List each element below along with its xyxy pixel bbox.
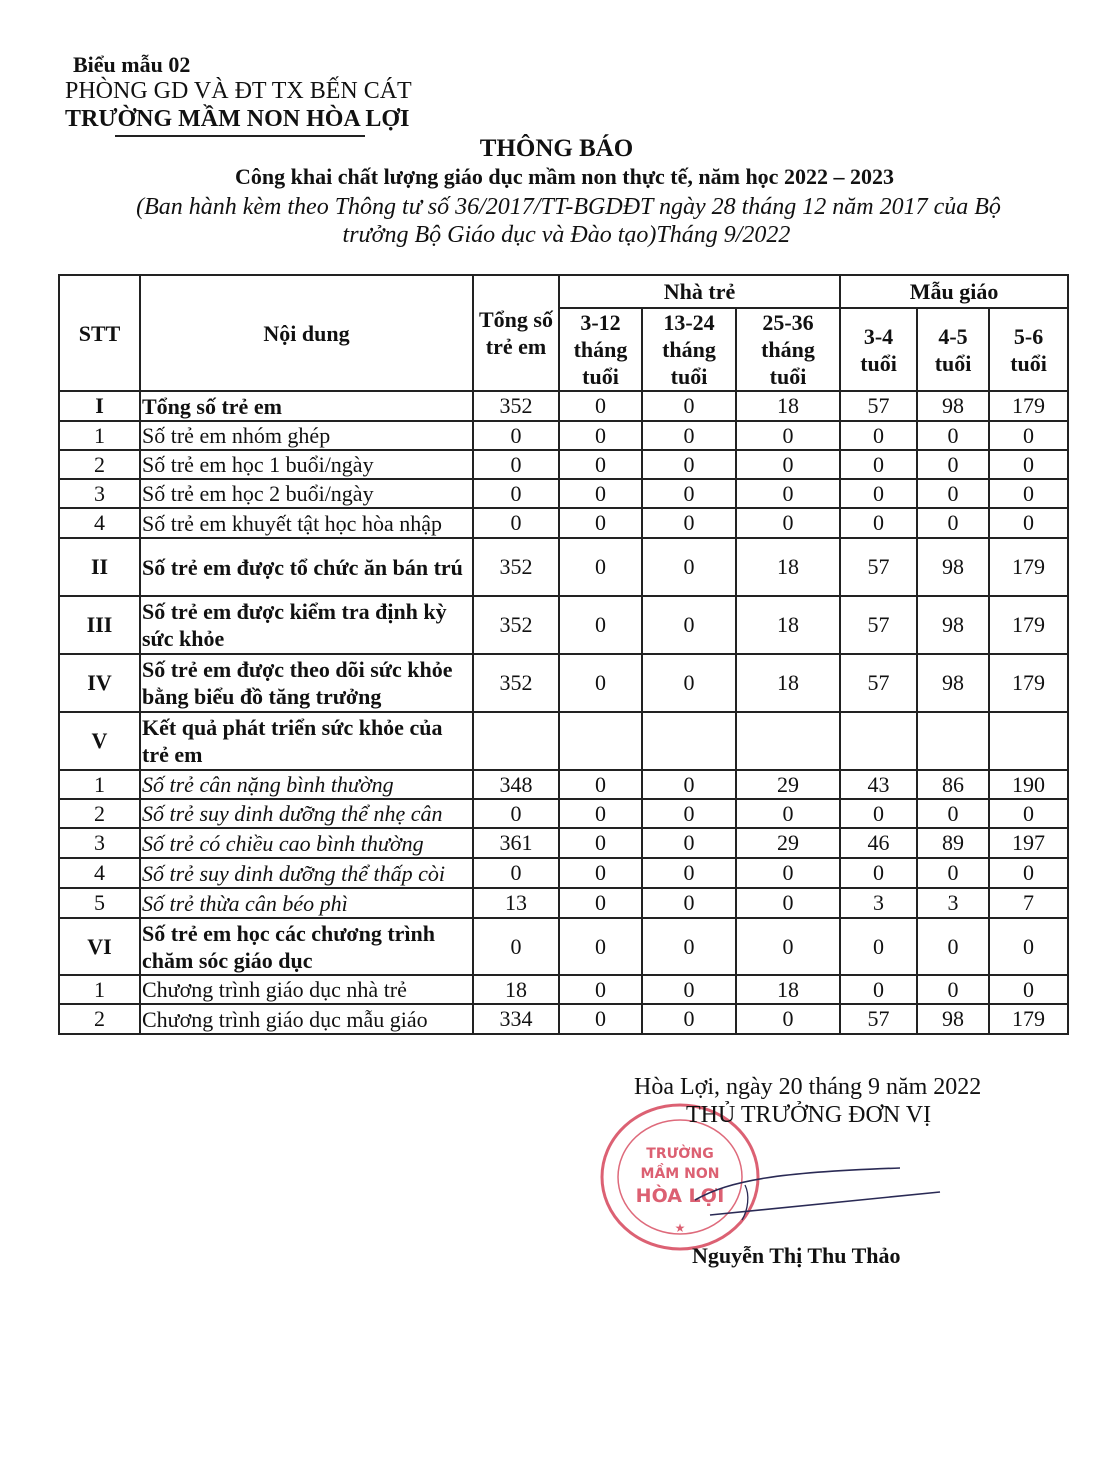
cell-age-13-24: 0 (642, 596, 736, 654)
cell-age-5-6: 0 (989, 421, 1068, 450)
row-content: Chương trình giáo dục mẫu giáo (140, 1004, 473, 1034)
header-age-3-12-line1: 3-12 (580, 310, 621, 335)
header-age-13-24-line1: 13-24 (663, 310, 715, 335)
header-age-25-36 (736, 308, 840, 391)
cell-total: 0 (473, 479, 559, 508)
header-age-4-5 (917, 308, 989, 391)
table-row (59, 508, 1068, 538)
document-note-line2: trưởng Bộ Giáo dục và Đào tạo)Tháng 9/2022 (342, 222, 791, 248)
cell-age-4-5: 98 (917, 654, 989, 712)
cell-age-3-4: 0 (840, 799, 917, 828)
row-stt: V (59, 712, 140, 770)
cell-age-3-12: 0 (559, 1004, 642, 1034)
cell-total: 18 (473, 975, 559, 1004)
row-stt: IV (59, 654, 140, 712)
cell-age-4-5: 89 (917, 828, 989, 858)
cell-age-5-6: 0 (989, 479, 1068, 508)
header-age-25-36-line1: 25-36 (762, 310, 814, 335)
row-content: Số trẻ em học các chương trình chăm sóc giáo dục (140, 918, 473, 975)
header-total (473, 275, 559, 391)
cell-age-13-24: 0 (642, 828, 736, 858)
cell-age-3-12: 0 (559, 450, 642, 479)
cell-age-3-4: 57 (840, 654, 917, 712)
signature-date-line: Hòa Lợi, ngày 20 tháng 9 năm 2022 (634, 1074, 982, 1100)
cell-age-5-6: 179 (989, 1004, 1068, 1034)
cell-age-25-36: 0 (736, 858, 840, 888)
svg-text:TRƯỜNG: TRƯỜNG (646, 1146, 714, 1162)
cell-age-4-5: 98 (917, 1004, 989, 1034)
cell-age-3-12: 0 (559, 508, 642, 538)
header-age-25-36-line3: tuổi (769, 364, 807, 389)
cell-total: 348 (473, 770, 559, 799)
cell-age-25-36: 18 (736, 538, 840, 596)
cell-age-25-36: 0 (736, 421, 840, 450)
cell-age-13-24: 0 (642, 391, 736, 421)
cell-age-4-5 (917, 712, 989, 770)
cell-age-3-4: 0 (840, 975, 917, 1004)
cell-total: 0 (473, 918, 559, 975)
cell-age-25-36: 18 (736, 654, 840, 712)
department-name: PHÒNG GD VÀ ĐT TX BẾN CÁT (65, 78, 412, 104)
header-age-3-4 (840, 308, 917, 391)
cell-age-13-24: 0 (642, 858, 736, 888)
signature-role: THỦ TRƯỞNG ĐƠN VỊ (686, 1102, 932, 1128)
table-row (59, 538, 1068, 596)
cell-age-4-5: 0 (917, 799, 989, 828)
cell-age-4-5: 0 (917, 918, 989, 975)
header-age-13-24-line3: tuổi (670, 364, 708, 389)
row-content: Số trẻ em học 1 buổi/ngày (140, 450, 473, 479)
cell-age-25-36: 18 (736, 391, 840, 421)
cell-age-4-5: 3 (917, 888, 989, 918)
cell-age-25-36: 0 (736, 450, 840, 479)
cell-age-3-12: 0 (559, 888, 642, 918)
cell-age-13-24: 0 (642, 450, 736, 479)
row-content: Số trẻ em được kiểm tra định kỳ sức khỏe (140, 596, 473, 654)
cell-total: 352 (473, 654, 559, 712)
handwritten-signature (690, 1160, 950, 1230)
table-header-row (59, 275, 1068, 308)
row-stt: 1 (59, 975, 140, 1004)
document-subtitle: Công khai chất lượng giáo dục mầm non thực tế, năm học 2022 – 2023 (235, 164, 894, 189)
document-title: THÔNG BÁO (479, 135, 634, 162)
cell-age-4-5: 0 (917, 975, 989, 1004)
form-label: Biểu mẫu 02 (73, 52, 191, 77)
table-row (59, 799, 1068, 828)
header-age-3-12-line2: tháng (573, 337, 628, 362)
table-row (59, 858, 1068, 888)
table-row (59, 479, 1068, 508)
cell-age-5-6: 197 (989, 828, 1068, 858)
cell-age-3-12: 0 (559, 828, 642, 858)
row-stt: I (59, 391, 140, 421)
table-row (59, 596, 1068, 654)
row-stt: 3 (59, 828, 140, 858)
table-row (59, 888, 1068, 918)
cell-age-25-36 (736, 712, 840, 770)
cell-total: 352 (473, 538, 559, 596)
cell-age-4-5: 0 (917, 450, 989, 479)
table-row (59, 712, 1068, 770)
cell-age-13-24: 0 (642, 770, 736, 799)
cell-age-3-12: 0 (559, 770, 642, 799)
row-content: Số trẻ em học 2 buổi/ngày (140, 479, 473, 508)
cell-total: 0 (473, 799, 559, 828)
cell-age-5-6: 179 (989, 391, 1068, 421)
cell-age-3-4: 57 (840, 596, 917, 654)
cell-age-3-12: 0 (559, 538, 642, 596)
row-stt: II (59, 538, 140, 596)
report-table (58, 274, 1069, 1035)
cell-age-25-36: 29 (736, 770, 840, 799)
row-content: Số trẻ em khuyết tật học hòa nhập (140, 508, 473, 538)
header-kindergarten-group: Mẫu giáo (840, 275, 1068, 308)
cell-total: 0 (473, 450, 559, 479)
table-row (59, 654, 1068, 712)
row-stt: 2 (59, 799, 140, 828)
cell-age-3-4: 46 (840, 828, 917, 858)
cell-age-25-36: 18 (736, 975, 840, 1004)
cell-age-13-24: 0 (642, 1004, 736, 1034)
cell-age-4-5: 0 (917, 479, 989, 508)
cell-age-3-12: 0 (559, 391, 642, 421)
row-content: Kết quả phát triển sức khỏe của trẻ em (140, 712, 473, 770)
row-content: Số trẻ suy dinh dưỡng thể thấp còi (140, 858, 473, 888)
row-stt: 3 (59, 479, 140, 508)
row-stt: 1 (59, 421, 140, 450)
header-age-25-36-line2: tháng (761, 337, 815, 362)
cell-age-3-4: 57 (840, 1004, 917, 1034)
cell-age-5-6: 179 (989, 538, 1068, 596)
cell-age-4-5: 0 (917, 508, 989, 538)
header-age-5-6 (989, 308, 1068, 391)
cell-age-3-4: 43 (840, 770, 917, 799)
cell-age-13-24: 0 (642, 654, 736, 712)
cell-age-3-4: 0 (840, 918, 917, 975)
cell-total: 0 (473, 858, 559, 888)
header-nursery-group: Nhà trẻ (559, 275, 840, 308)
cell-age-3-4: 57 (840, 391, 917, 421)
cell-age-4-5: 98 (917, 538, 989, 596)
cell-age-13-24: 0 (642, 975, 736, 1004)
cell-age-3-4 (840, 712, 917, 770)
cell-age-3-12: 0 (559, 421, 642, 450)
table-row (59, 1004, 1068, 1034)
svg-text:HÒA LỢI: HÒA LỢI (635, 1185, 725, 1207)
cell-age-4-5: 86 (917, 770, 989, 799)
header-age-3-4-line2: tuổi (860, 350, 897, 376)
school-name: TRƯỜNG MẦM NON HÒA LỢI (65, 106, 410, 132)
cell-total: 0 (473, 421, 559, 450)
cell-age-3-4: 57 (840, 538, 917, 596)
row-stt: 2 (59, 450, 140, 479)
cell-total (473, 712, 559, 770)
svg-text:★: ★ (674, 1221, 686, 1235)
row-stt: 2 (59, 1004, 140, 1034)
cell-age-3-12: 0 (559, 596, 642, 654)
cell-age-3-4: 0 (840, 479, 917, 508)
header-stt: STT (59, 275, 140, 391)
cell-age-5-6: 0 (989, 975, 1068, 1004)
row-stt: 1 (59, 770, 140, 799)
cell-age-25-36: 0 (736, 1004, 840, 1034)
row-content: Số trẻ em được tổ chức ăn bán trú (140, 538, 473, 596)
cell-age-25-36: 29 (736, 828, 840, 858)
cell-age-3-4: 0 (840, 421, 917, 450)
table-row (59, 450, 1068, 479)
cell-age-3-4: 0 (840, 858, 917, 888)
table-row (59, 391, 1068, 421)
cell-age-5-6: 0 (989, 450, 1068, 479)
header-age-5-6-line1: 5-6 (1013, 323, 1044, 349)
cell-total: 0 (473, 508, 559, 538)
row-content: Chương trình giáo dục nhà trẻ (140, 975, 473, 1004)
cell-age-25-36: 0 (736, 799, 840, 828)
header-age-3-12-line3: tuổi (582, 364, 619, 389)
cell-age-3-12: 0 (559, 858, 642, 888)
row-stt: 4 (59, 508, 140, 538)
header-age-4-5-line1: 4-5 (938, 323, 968, 349)
header-age-4-5-line2: tuổi (934, 350, 972, 376)
row-content: Số trẻ thừa cân béo phì (140, 888, 473, 918)
cell-age-4-5: 0 (917, 858, 989, 888)
header-age-5-6-line2: tuổi (1010, 350, 1047, 376)
table-row (59, 918, 1068, 975)
cell-age-5-6: 179 (989, 596, 1068, 654)
cell-age-5-6: 0 (989, 918, 1068, 975)
cell-total: 352 (473, 391, 559, 421)
cell-age-5-6: 179 (989, 654, 1068, 712)
cell-age-25-36: 0 (736, 479, 840, 508)
row-content: Số trẻ có chiều cao bình thường (140, 828, 473, 858)
row-content: Số trẻ suy dinh dưỡng thể nhẹ cân (140, 799, 473, 828)
cell-age-25-36: 0 (736, 508, 840, 538)
cell-age-13-24: 0 (642, 508, 736, 538)
cell-age-3-12: 0 (559, 479, 642, 508)
cell-age-13-24: 0 (642, 421, 736, 450)
cell-age-4-5: 98 (917, 391, 989, 421)
cell-age-3-12: 0 (559, 918, 642, 975)
cell-total: 352 (473, 596, 559, 654)
header-age-3-4-line1: 3-4 (863, 323, 894, 349)
cell-age-3-12: 0 (559, 975, 642, 1004)
header-total-line2: trẻ em (485, 334, 547, 359)
row-content: Tổng số trẻ em (140, 391, 473, 421)
cell-age-5-6: 7 (989, 888, 1068, 918)
row-content: Số trẻ em nhóm ghép (140, 421, 473, 450)
cell-age-3-12 (559, 712, 642, 770)
cell-age-13-24 (642, 712, 736, 770)
cell-age-13-24: 0 (642, 538, 736, 596)
cell-total: 13 (473, 888, 559, 918)
header-age-13-24 (642, 308, 736, 391)
cell-age-13-24: 0 (642, 799, 736, 828)
row-stt: III (59, 596, 140, 654)
row-stt: 5 (59, 888, 140, 918)
row-content: Số trẻ em được theo dõi sức khỏe bằng biểu đồ tăng trưởng (140, 654, 473, 712)
cell-age-5-6: 0 (989, 799, 1068, 828)
table-row (59, 421, 1068, 450)
cell-age-3-4: 3 (840, 888, 917, 918)
cell-age-3-4: 0 (840, 508, 917, 538)
cell-age-5-6 (989, 712, 1068, 770)
cell-age-13-24: 0 (642, 479, 736, 508)
cell-age-4-5: 98 (917, 596, 989, 654)
signature-name: Nguyễn Thị Thu Thảo (692, 1243, 901, 1268)
row-stt: 4 (59, 858, 140, 888)
cell-age-25-36: 0 (736, 888, 840, 918)
row-stt: VI (59, 918, 140, 975)
row-content: Số trẻ cân nặng bình thường (140, 770, 473, 799)
cell-age-13-24: 0 (642, 888, 736, 918)
header-age-3-12 (559, 308, 642, 391)
cell-age-5-6: 190 (989, 770, 1068, 799)
cell-age-13-24: 0 (642, 918, 736, 975)
svg-text:MẦM NON: MẦM NON (640, 1166, 720, 1182)
header-content: Nội dung (140, 275, 473, 391)
table-row (59, 828, 1068, 858)
cell-age-25-36: 0 (736, 918, 840, 975)
cell-age-5-6: 0 (989, 858, 1068, 888)
cell-age-4-5: 0 (917, 421, 989, 450)
table-body (59, 391, 1068, 1034)
document-note-line1: (Ban hành kèm theo Thông tư số 36/2017/TT-BGDĐT ngày 28 tháng 12 năm 2017 của Bộ (136, 194, 1001, 220)
cell-total: 361 (473, 828, 559, 858)
cell-age-3-12: 0 (559, 799, 642, 828)
cell-age-3-4: 0 (840, 450, 917, 479)
header-total-line1: Tổng số (479, 307, 553, 332)
cell-total: 334 (473, 1004, 559, 1034)
table-row (59, 770, 1068, 799)
cell-age-5-6: 0 (989, 508, 1068, 538)
header-age-13-24-line2: tháng (662, 337, 716, 362)
cell-age-3-12: 0 (559, 654, 642, 712)
table-row (59, 975, 1068, 1004)
cell-age-25-36: 18 (736, 596, 840, 654)
